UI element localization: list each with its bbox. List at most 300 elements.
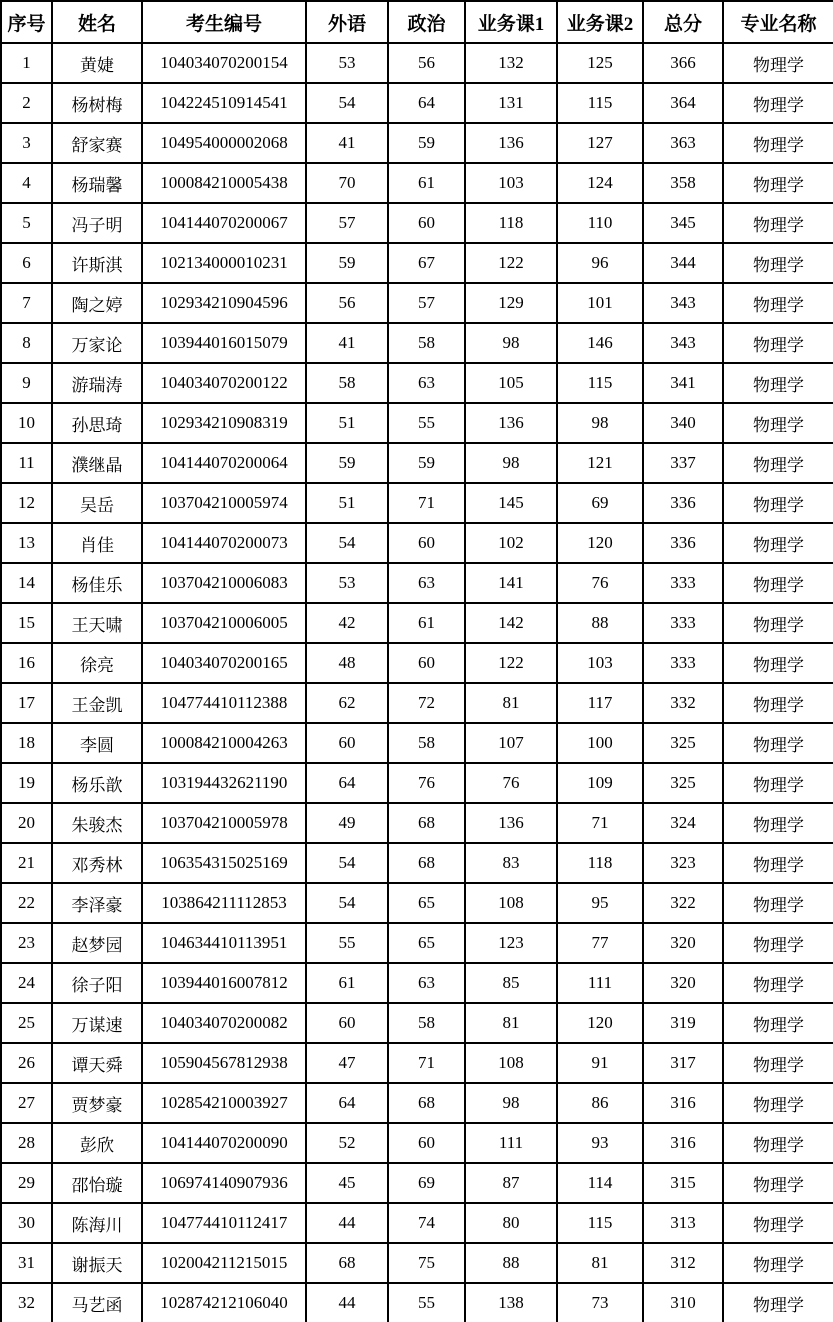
- cell-index: 2: [1, 83, 52, 123]
- cell-major-course-1-score: 122: [465, 243, 557, 283]
- cell-major-name: 物理学: [723, 43, 833, 83]
- cell-major-course-1-score: 98: [465, 443, 557, 483]
- cell-candidate-id: 104034070200154: [142, 43, 306, 83]
- cell-major-course-2-score: 115: [557, 363, 643, 403]
- cell-major-course-2-score: 93: [557, 1123, 643, 1163]
- header-total-score: 总分: [643, 1, 723, 43]
- cell-major-course-1-score: 132: [465, 43, 557, 83]
- cell-major-course-2-score: 125: [557, 43, 643, 83]
- cell-index: 1: [1, 43, 52, 83]
- cell-name: 邓秀林: [52, 843, 142, 883]
- cell-major-course-1-score: 107: [465, 723, 557, 763]
- cell-candidate-id: 103704210006005: [142, 603, 306, 643]
- cell-foreign-language-score: 41: [306, 323, 388, 363]
- cell-major-name: 物理学: [723, 803, 833, 843]
- cell-candidate-id: 102874212106040: [142, 1283, 306, 1322]
- cell-major-name: 物理学: [723, 1203, 833, 1243]
- cell-foreign-language-score: 56: [306, 283, 388, 323]
- cell-index: 8: [1, 323, 52, 363]
- cell-major-course-2-score: 98: [557, 403, 643, 443]
- cell-politics-score: 76: [388, 763, 465, 803]
- table-row: [1, 843, 833, 883]
- cell-index: 11: [1, 443, 52, 483]
- table-row: [1, 683, 833, 723]
- cell-foreign-language-score: 59: [306, 243, 388, 283]
- cell-major-course-1-score: 98: [465, 1083, 557, 1123]
- cell-major-course-2-score: 109: [557, 763, 643, 803]
- cell-candidate-id: 100084210004263: [142, 723, 306, 763]
- cell-foreign-language-score: 68: [306, 1243, 388, 1283]
- cell-politics-score: 55: [388, 1283, 465, 1322]
- cell-name: 李泽豪: [52, 883, 142, 923]
- cell-total-score: 333: [643, 563, 723, 603]
- cell-major-name: 物理学: [723, 1123, 833, 1163]
- cell-total-score: 320: [643, 923, 723, 963]
- cell-major-course-1-score: 136: [465, 403, 557, 443]
- cell-total-score: 345: [643, 203, 723, 243]
- cell-name: 邵怡璇: [52, 1163, 142, 1203]
- cell-name: 徐亮: [52, 643, 142, 683]
- cell-candidate-id: 102134000010231: [142, 243, 306, 283]
- header-major-course-1: 业务课1: [465, 1, 557, 43]
- cell-politics-score: 63: [388, 363, 465, 403]
- cell-foreign-language-score: 60: [306, 1003, 388, 1043]
- cell-politics-score: 61: [388, 163, 465, 203]
- cell-major-course-2-score: 81: [557, 1243, 643, 1283]
- cell-major-name: 物理学: [723, 563, 833, 603]
- cell-politics-score: 61: [388, 603, 465, 643]
- cell-foreign-language-score: 42: [306, 603, 388, 643]
- cell-name: 濮继晶: [52, 443, 142, 483]
- cell-candidate-id: 102854210003927: [142, 1083, 306, 1123]
- cell-major-course-2-score: 73: [557, 1283, 643, 1322]
- cell-major-course-1-score: 87: [465, 1163, 557, 1203]
- header-major-course-2: 业务课2: [557, 1, 643, 43]
- cell-politics-score: 58: [388, 323, 465, 363]
- cell-name: 冯子明: [52, 203, 142, 243]
- cell-foreign-language-score: 47: [306, 1043, 388, 1083]
- cell-foreign-language-score: 58: [306, 363, 388, 403]
- cell-politics-score: 59: [388, 123, 465, 163]
- cell-major-course-2-score: 100: [557, 723, 643, 763]
- table-row: [1, 723, 833, 763]
- cell-candidate-id: 102934210904596: [142, 283, 306, 323]
- cell-total-score: 343: [643, 283, 723, 323]
- cell-major-name: 物理学: [723, 163, 833, 203]
- cell-index: 27: [1, 1083, 52, 1123]
- cell-total-score: 322: [643, 883, 723, 923]
- cell-index: 20: [1, 803, 52, 843]
- cell-total-score: 325: [643, 763, 723, 803]
- cell-major-course-2-score: 95: [557, 883, 643, 923]
- cell-major-name: 物理学: [723, 523, 833, 563]
- cell-major-course-1-score: 108: [465, 1043, 557, 1083]
- cell-major-course-2-score: 117: [557, 683, 643, 723]
- cell-candidate-id: 104144070200064: [142, 443, 306, 483]
- cell-major-course-2-score: 146: [557, 323, 643, 363]
- cell-major-course-1-score: 83: [465, 843, 557, 883]
- cell-major-name: 物理学: [723, 363, 833, 403]
- cell-foreign-language-score: 51: [306, 403, 388, 443]
- cell-foreign-language-score: 54: [306, 843, 388, 883]
- cell-major-course-2-score: 115: [557, 83, 643, 123]
- cell-foreign-language-score: 44: [306, 1283, 388, 1322]
- table-row: [1, 763, 833, 803]
- cell-major-name: 物理学: [723, 1003, 833, 1043]
- cell-name: 赵梦园: [52, 923, 142, 963]
- table-row: [1, 963, 833, 1003]
- cell-major-course-1-score: 122: [465, 643, 557, 683]
- cell-politics-score: 57: [388, 283, 465, 323]
- table-row: [1, 323, 833, 363]
- cell-foreign-language-score: 57: [306, 203, 388, 243]
- cell-major-name: 物理学: [723, 283, 833, 323]
- cell-name: 万家论: [52, 323, 142, 363]
- table-row: [1, 563, 833, 603]
- cell-foreign-language-score: 54: [306, 523, 388, 563]
- cell-major-course-2-score: 69: [557, 483, 643, 523]
- cell-name: 黄婕: [52, 43, 142, 83]
- table-row: [1, 203, 833, 243]
- cell-politics-score: 68: [388, 843, 465, 883]
- cell-name: 肖佳: [52, 523, 142, 563]
- cell-index: 26: [1, 1043, 52, 1083]
- cell-foreign-language-score: 53: [306, 563, 388, 603]
- cell-candidate-id: 104144070200090: [142, 1123, 306, 1163]
- cell-major-name: 物理学: [723, 1083, 833, 1123]
- cell-major-name: 物理学: [723, 723, 833, 763]
- cell-name: 贾梦豪: [52, 1083, 142, 1123]
- cell-total-score: 313: [643, 1203, 723, 1243]
- cell-foreign-language-score: 70: [306, 163, 388, 203]
- cell-name: 陈海川: [52, 1203, 142, 1243]
- cell-major-name: 物理学: [723, 763, 833, 803]
- cell-major-course-1-score: 123: [465, 923, 557, 963]
- cell-index: 25: [1, 1003, 52, 1043]
- cell-major-name: 物理学: [723, 203, 833, 243]
- cell-politics-score: 65: [388, 923, 465, 963]
- cell-politics-score: 74: [388, 1203, 465, 1243]
- cell-politics-score: 72: [388, 683, 465, 723]
- cell-candidate-id: 104034070200082: [142, 1003, 306, 1043]
- cell-index: 4: [1, 163, 52, 203]
- cell-major-name: 物理学: [723, 403, 833, 443]
- cell-candidate-id: 104224510914541: [142, 83, 306, 123]
- cell-major-course-2-score: 91: [557, 1043, 643, 1083]
- cell-politics-score: 75: [388, 1243, 465, 1283]
- cell-name: 谭天舜: [52, 1043, 142, 1083]
- cell-major-name: 物理学: [723, 1163, 833, 1203]
- cell-foreign-language-score: 60: [306, 723, 388, 763]
- cell-major-course-1-score: 103: [465, 163, 557, 203]
- cell-major-name: 物理学: [723, 883, 833, 923]
- cell-major-name: 物理学: [723, 1283, 833, 1322]
- cell-politics-score: 60: [388, 643, 465, 683]
- cell-name: 马艺函: [52, 1283, 142, 1322]
- cell-major-course-1-score: 102: [465, 523, 557, 563]
- cell-index: 15: [1, 603, 52, 643]
- cell-total-score: 333: [643, 643, 723, 683]
- cell-index: 23: [1, 923, 52, 963]
- cell-total-score: 324: [643, 803, 723, 843]
- cell-foreign-language-score: 54: [306, 883, 388, 923]
- cell-index: 30: [1, 1203, 52, 1243]
- cell-candidate-id: 104034070200122: [142, 363, 306, 403]
- cell-major-course-2-score: 120: [557, 1003, 643, 1043]
- cell-politics-score: 58: [388, 1003, 465, 1043]
- cell-major-name: 物理学: [723, 683, 833, 723]
- cell-total-score: 317: [643, 1043, 723, 1083]
- cell-total-score: 366: [643, 43, 723, 83]
- cell-politics-score: 64: [388, 83, 465, 123]
- cell-candidate-id: 100084210005438: [142, 163, 306, 203]
- cell-name: 杨佳乐: [52, 563, 142, 603]
- cell-candidate-id: 103704210005974: [142, 483, 306, 523]
- cell-major-course-1-score: 136: [465, 803, 557, 843]
- cell-foreign-language-score: 44: [306, 1203, 388, 1243]
- cell-major-course-1-score: 136: [465, 123, 557, 163]
- cell-name: 陶之婷: [52, 283, 142, 323]
- cell-name: 王金凯: [52, 683, 142, 723]
- cell-candidate-id: 104634410113951: [142, 923, 306, 963]
- cell-candidate-id: 104144070200073: [142, 523, 306, 563]
- cell-major-course-1-score: 138: [465, 1283, 557, 1322]
- cell-major-course-1-score: 76: [465, 763, 557, 803]
- cell-name: 谢振天: [52, 1243, 142, 1283]
- cell-index: 18: [1, 723, 52, 763]
- cell-major-course-1-score: 118: [465, 203, 557, 243]
- cell-major-name: 物理学: [723, 603, 833, 643]
- table-row: [1, 1163, 833, 1203]
- table-row: [1, 883, 833, 923]
- cell-major-course-2-score: 86: [557, 1083, 643, 1123]
- cell-major-course-1-score: 105: [465, 363, 557, 403]
- table-row: [1, 403, 833, 443]
- table-body: [1, 43, 833, 1322]
- cell-foreign-language-score: 64: [306, 1083, 388, 1123]
- cell-foreign-language-score: 55: [306, 923, 388, 963]
- cell-total-score: 358: [643, 163, 723, 203]
- cell-major-course-2-score: 127: [557, 123, 643, 163]
- cell-total-score: 310: [643, 1283, 723, 1322]
- table-row: [1, 643, 833, 683]
- cell-major-course-1-score: 111: [465, 1123, 557, 1163]
- table-row: [1, 283, 833, 323]
- cell-major-name: 物理学: [723, 443, 833, 483]
- cell-index: 12: [1, 483, 52, 523]
- table-row: [1, 1203, 833, 1243]
- cell-total-score: 343: [643, 323, 723, 363]
- table-row: [1, 1243, 833, 1283]
- cell-major-course-1-score: 81: [465, 683, 557, 723]
- table-row: [1, 1083, 833, 1123]
- table-row: [1, 123, 833, 163]
- cell-foreign-language-score: 51: [306, 483, 388, 523]
- table-row: [1, 1123, 833, 1163]
- cell-total-score: 336: [643, 483, 723, 523]
- cell-major-course-1-score: 141: [465, 563, 557, 603]
- cell-candidate-id: 103704210005978: [142, 803, 306, 843]
- cell-total-score: 341: [643, 363, 723, 403]
- cell-major-course-2-score: 88: [557, 603, 643, 643]
- cell-name: 杨乐歆: [52, 763, 142, 803]
- cell-foreign-language-score: 52: [306, 1123, 388, 1163]
- header-politics: 政治: [388, 1, 465, 43]
- cell-candidate-id: 102004211215015: [142, 1243, 306, 1283]
- cell-index: 17: [1, 683, 52, 723]
- cell-index: 19: [1, 763, 52, 803]
- table-row: [1, 1283, 833, 1322]
- cell-total-score: 319: [643, 1003, 723, 1043]
- cell-candidate-id: 103864211112853: [142, 883, 306, 923]
- header-foreign-language: 外语: [306, 1, 388, 43]
- cell-index: 24: [1, 963, 52, 1003]
- cell-total-score: 323: [643, 843, 723, 883]
- cell-total-score: 363: [643, 123, 723, 163]
- cell-index: 7: [1, 283, 52, 323]
- cell-index: 22: [1, 883, 52, 923]
- cell-major-course-1-score: 131: [465, 83, 557, 123]
- cell-major-course-2-score: 96: [557, 243, 643, 283]
- cell-politics-score: 58: [388, 723, 465, 763]
- cell-major-course-2-score: 124: [557, 163, 643, 203]
- cell-foreign-language-score: 53: [306, 43, 388, 83]
- cell-major-course-1-score: 81: [465, 1003, 557, 1043]
- cell-index: 10: [1, 403, 52, 443]
- cell-candidate-id: 103944016015079: [142, 323, 306, 363]
- cell-total-score: 333: [643, 603, 723, 643]
- cell-index: 9: [1, 363, 52, 403]
- cell-major-name: 物理学: [723, 243, 833, 283]
- header-row: [1, 1, 833, 43]
- table-row: [1, 443, 833, 483]
- cell-total-score: 315: [643, 1163, 723, 1203]
- cell-name: 彭欣: [52, 1123, 142, 1163]
- cell-foreign-language-score: 61: [306, 963, 388, 1003]
- cell-foreign-language-score: 49: [306, 803, 388, 843]
- cell-foreign-language-score: 48: [306, 643, 388, 683]
- cell-major-course-2-score: 114: [557, 1163, 643, 1203]
- cell-politics-score: 63: [388, 963, 465, 1003]
- cell-candidate-id: 102934210908319: [142, 403, 306, 443]
- cell-name: 杨瑞馨: [52, 163, 142, 203]
- cell-politics-score: 60: [388, 1123, 465, 1163]
- table-row: [1, 243, 833, 283]
- cell-name: 杨树梅: [52, 83, 142, 123]
- table-row: [1, 83, 833, 123]
- cell-politics-score: 59: [388, 443, 465, 483]
- cell-index: 14: [1, 563, 52, 603]
- table-row: [1, 1043, 833, 1083]
- cell-index: 6: [1, 243, 52, 283]
- table-row: [1, 803, 833, 843]
- cell-politics-score: 67: [388, 243, 465, 283]
- cell-candidate-id: 104144070200067: [142, 203, 306, 243]
- cell-candidate-id: 106354315025169: [142, 843, 306, 883]
- cell-index: 21: [1, 843, 52, 883]
- cell-major-course-2-score: 110: [557, 203, 643, 243]
- cell-index: 32: [1, 1283, 52, 1322]
- cell-name: 徐子阳: [52, 963, 142, 1003]
- cell-candidate-id: 105904567812938: [142, 1043, 306, 1083]
- cell-index: 13: [1, 523, 52, 563]
- cell-name: 万谋速: [52, 1003, 142, 1043]
- cell-name: 游瑞涛: [52, 363, 142, 403]
- cell-politics-score: 56: [388, 43, 465, 83]
- cell-total-score: 364: [643, 83, 723, 123]
- cell-candidate-id: 103704210006083: [142, 563, 306, 603]
- table-row: [1, 923, 833, 963]
- cell-major-course-1-score: 108: [465, 883, 557, 923]
- cell-name: 舒家赛: [52, 123, 142, 163]
- cell-index: 16: [1, 643, 52, 683]
- cell-politics-score: 60: [388, 203, 465, 243]
- cell-major-name: 物理学: [723, 123, 833, 163]
- header-candidate-id: 考生编号: [142, 1, 306, 43]
- table-row: [1, 363, 833, 403]
- cell-total-score: 336: [643, 523, 723, 563]
- cell-major-course-1-score: 88: [465, 1243, 557, 1283]
- cell-total-score: 320: [643, 963, 723, 1003]
- cell-major-course-2-score: 101: [557, 283, 643, 323]
- cell-total-score: 344: [643, 243, 723, 283]
- cell-total-score: 325: [643, 723, 723, 763]
- cell-politics-score: 69: [388, 1163, 465, 1203]
- cell-name: 孙思琦: [52, 403, 142, 443]
- cell-index: 5: [1, 203, 52, 243]
- cell-major-name: 物理学: [723, 1043, 833, 1083]
- cell-major-course-2-score: 111: [557, 963, 643, 1003]
- table-row: [1, 1003, 833, 1043]
- cell-total-score: 332: [643, 683, 723, 723]
- cell-major-name: 物理学: [723, 963, 833, 1003]
- cell-major-name: 物理学: [723, 323, 833, 363]
- cell-total-score: 337: [643, 443, 723, 483]
- cell-index: 29: [1, 1163, 52, 1203]
- cell-major-course-2-score: 103: [557, 643, 643, 683]
- cell-candidate-id: 104954000002068: [142, 123, 306, 163]
- cell-total-score: 340: [643, 403, 723, 443]
- cell-politics-score: 65: [388, 883, 465, 923]
- cell-major-course-1-score: 142: [465, 603, 557, 643]
- cell-major-course-1-score: 80: [465, 1203, 557, 1243]
- cell-major-name: 物理学: [723, 843, 833, 883]
- cell-major-course-1-score: 129: [465, 283, 557, 323]
- cell-foreign-language-score: 54: [306, 83, 388, 123]
- cell-total-score: 316: [643, 1123, 723, 1163]
- cell-total-score: 316: [643, 1083, 723, 1123]
- cell-index: 3: [1, 123, 52, 163]
- cell-major-course-2-score: 120: [557, 523, 643, 563]
- cell-major-course-1-score: 85: [465, 963, 557, 1003]
- cell-major-course-2-score: 71: [557, 803, 643, 843]
- table-row: [1, 163, 833, 203]
- cell-major-course-2-score: 115: [557, 1203, 643, 1243]
- table-row: [1, 43, 833, 83]
- cell-foreign-language-score: 59: [306, 443, 388, 483]
- cell-name: 吴岳: [52, 483, 142, 523]
- table-row: [1, 483, 833, 523]
- cell-candidate-id: 106974140907936: [142, 1163, 306, 1203]
- cell-major-course-2-score: 77: [557, 923, 643, 963]
- cell-politics-score: 71: [388, 1043, 465, 1083]
- cell-candidate-id: 104034070200165: [142, 643, 306, 683]
- cell-foreign-language-score: 62: [306, 683, 388, 723]
- cell-name: 许斯淇: [52, 243, 142, 283]
- cell-major-course-1-score: 145: [465, 483, 557, 523]
- cell-major-course-2-score: 118: [557, 843, 643, 883]
- cell-politics-score: 60: [388, 523, 465, 563]
